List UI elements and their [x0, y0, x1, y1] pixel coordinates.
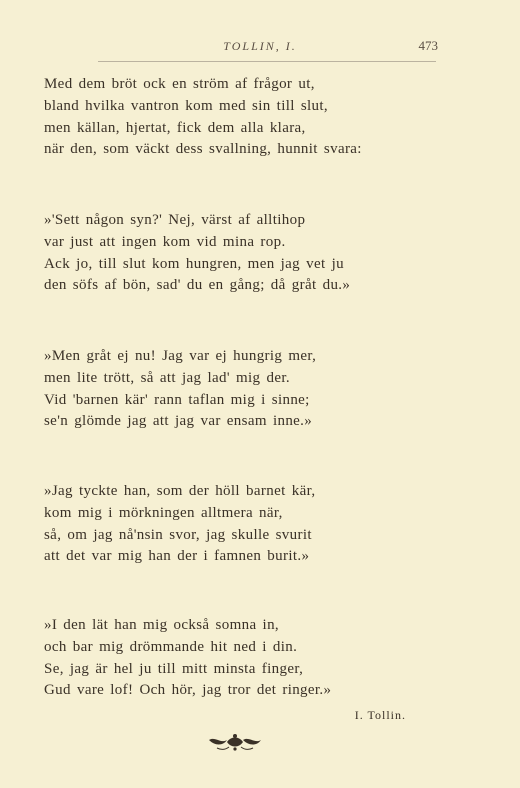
poem-line: Med dem bröt ock en ström af frågor ut,: [44, 76, 315, 92]
poem-line: Gud vare lof! Och hör, jag tror det ringer.»: [44, 682, 332, 699]
poem-line: bland hvilka vantron kom med sin till slut,: [44, 97, 329, 114]
stanza-4: [44, 481, 444, 568]
header-rule: [98, 61, 436, 62]
poem-line: när den, som väckt dess svallning, hunnit svara:: [44, 141, 362, 158]
author-signature: I. Tollin.: [354, 708, 406, 722]
poem-line: Se, jag är hel ju till mitt minsta finger,: [44, 660, 304, 677]
poem-line: och bar mig drömmande hit ned i din.: [44, 638, 298, 655]
poem-line: men källan, hjertat, fick dem alla klara,: [44, 119, 306, 136]
poem-line: se'n glömde jag att jag var ensam inne.»: [44, 413, 313, 430]
poem-line: »'Sett någon syn?' Nej, värst af alltihop: [44, 212, 306, 228]
page-header: [0, 38, 520, 58]
page-number: 473: [418, 38, 438, 53]
stanza-2: [44, 210, 444, 297]
poem-line: »Jag tyckte han, som der höll barnet kär,: [44, 483, 316, 499]
poem-line: men lite trött, så att jag lad' mig der.: [44, 369, 290, 386]
stanza-3: [44, 346, 444, 433]
stanza-1: [44, 74, 444, 161]
poem-line: så, om jag nå'nsin svor, jag skulle svurit: [44, 526, 312, 543]
ornament-icon: [205, 730, 265, 754]
stanza-5: [44, 615, 444, 702]
poem-line: »I den lät han mig också somna in,: [44, 617, 280, 633]
poem-line: var just att ingen kom vid mina rop.: [44, 233, 286, 250]
poem-line: den söfs af bön, sad' du en gång; då gråt du.»: [44, 277, 351, 294]
running-title: TOLLIN, I.: [223, 39, 297, 53]
poem-line: att det var mig han der i famnen burit.»: [44, 548, 310, 565]
poem-line: kom mig i mörkningen alltmera när,: [44, 504, 283, 521]
poem-line: »Men gråt ej nu! Jag var ej hungrig mer,: [44, 348, 317, 364]
poem-line: Ack jo, till slut kom hungren, men jag vet ju: [44, 255, 344, 272]
poem-line: Vid 'barnen kär' rann taflan mig i sinne;: [44, 391, 310, 408]
